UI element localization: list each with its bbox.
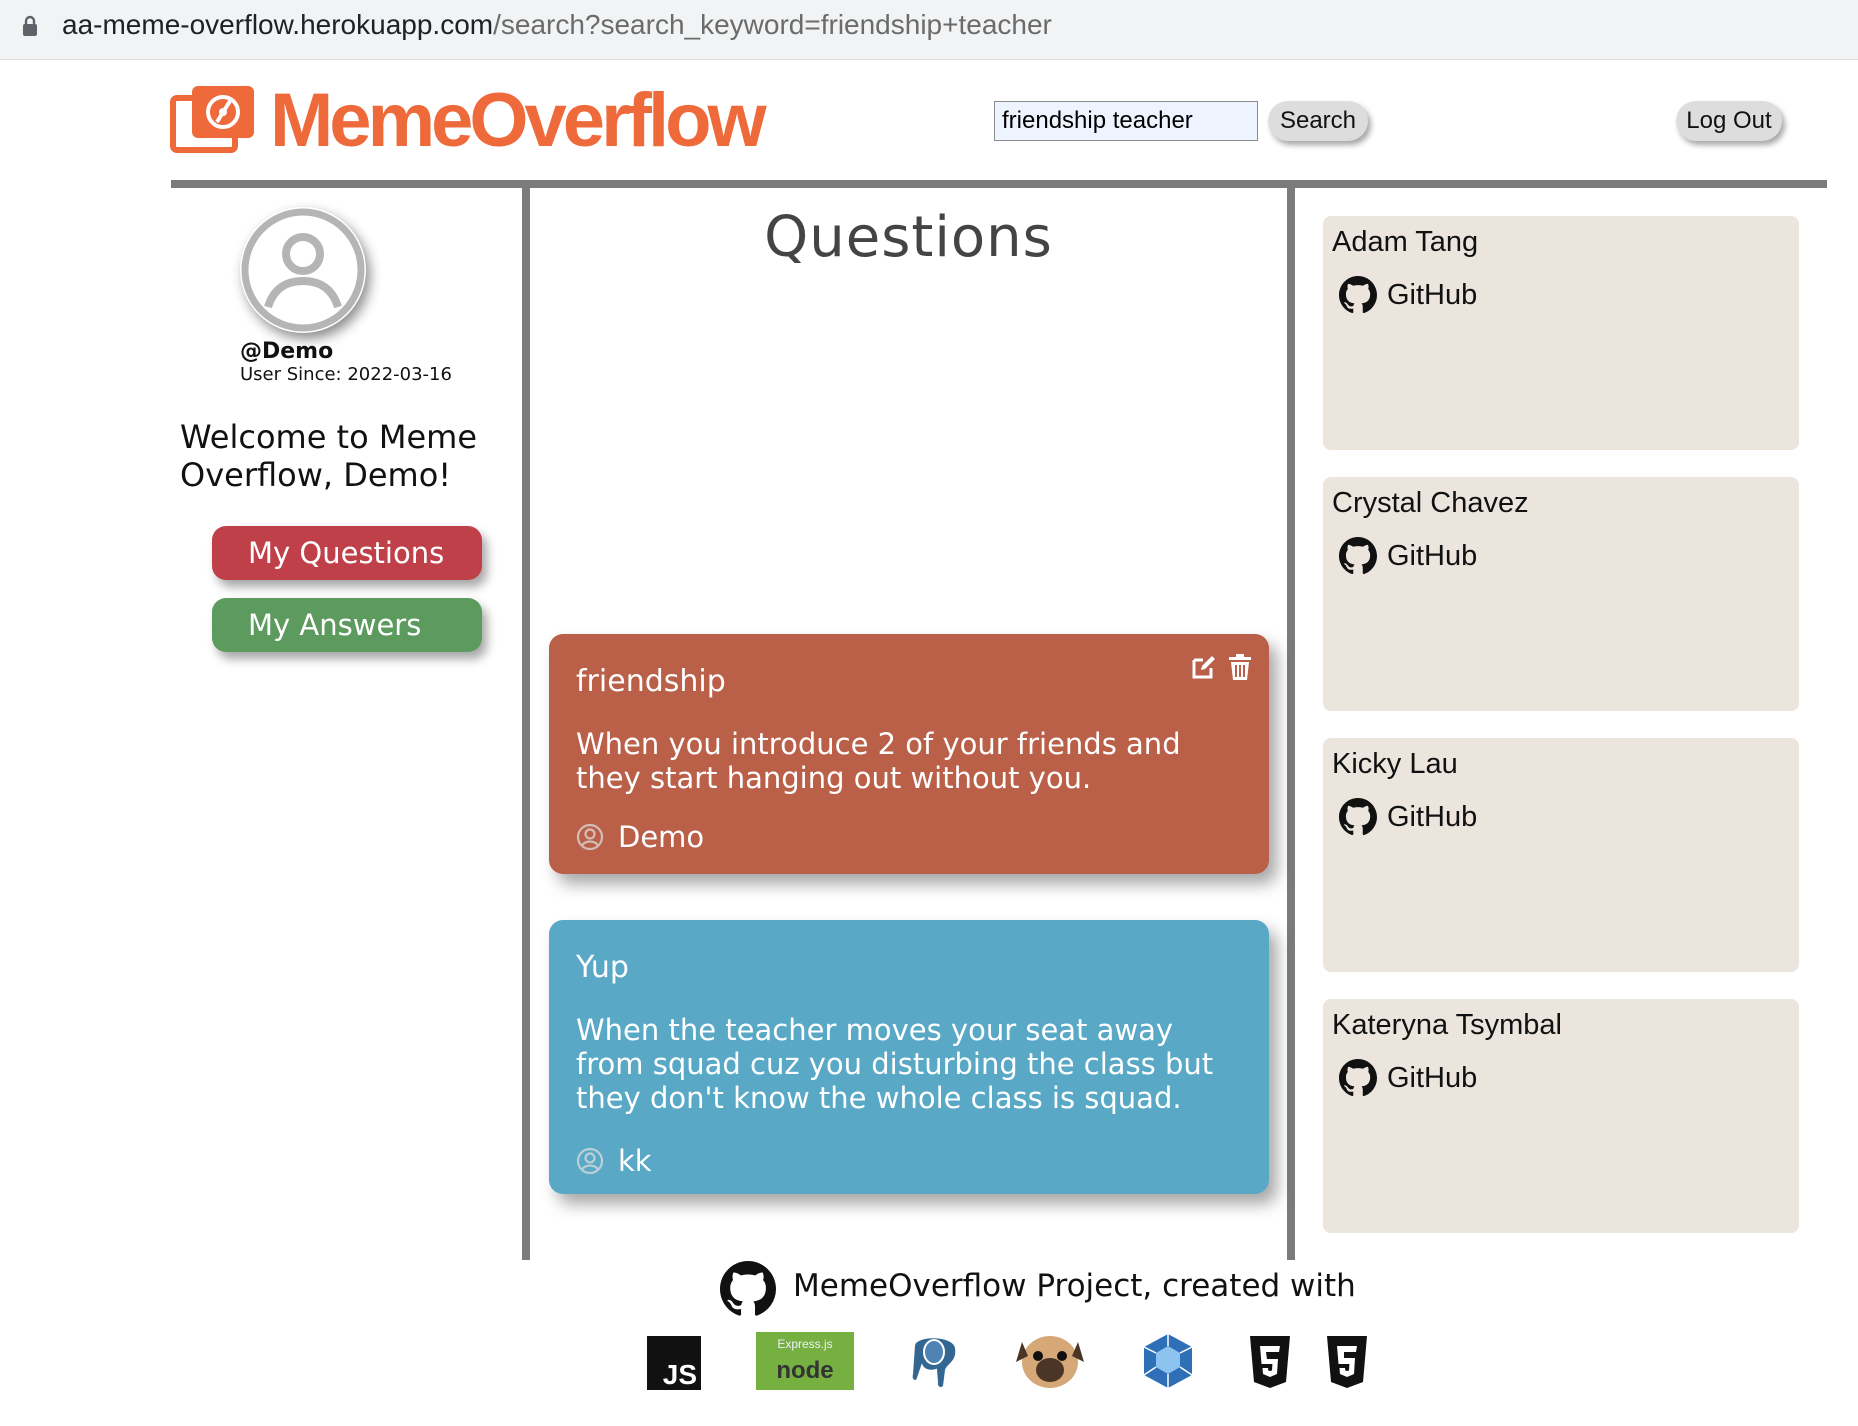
github-link[interactable] — [1339, 798, 1477, 836]
right-column-divider — [1287, 184, 1295, 1260]
url-text[interactable] — [62, 9, 1052, 41]
github-label: GitHub — [1387, 1061, 1478, 1094]
svg-text:Express.js: Express.js — [777, 1337, 833, 1351]
username: @Demo — [240, 339, 334, 364]
github-label: GitHub — [1387, 539, 1478, 572]
edit-icon[interactable] — [1191, 654, 1217, 680]
question-body: When the teacher moves your seat away from squad cuz you disturbing the class but they don't know the whole class is squad. — [576, 1013, 1214, 1115]
my-questions-button[interactable]: My Questions — [212, 526, 482, 580]
developer-card — [1323, 999, 1799, 1233]
developer-name: Crystal Chavez — [1332, 487, 1529, 519]
github-icon — [1339, 1059, 1377, 1097]
welcome-message: Welcome to Meme Overflow, Demo! — [180, 418, 477, 494]
sequelize-icon — [1142, 1332, 1194, 1390]
lock-icon — [22, 14, 38, 38]
github-link[interactable] — [1339, 1059, 1477, 1097]
browser-url-bar[interactable] — [0, 0, 1858, 60]
javascript-icon — [647, 1332, 703, 1390]
developer-card — [1323, 477, 1799, 711]
logout-button[interactable]: Log Out — [1676, 101, 1782, 141]
github-label: GitHub — [1387, 278, 1478, 311]
question-card[interactable] — [549, 920, 1269, 1194]
trash-icon[interactable] — [1227, 654, 1253, 680]
header-divider — [171, 180, 1827, 188]
svg-text:JS: JS — [662, 1359, 697, 1390]
express-node-icon — [756, 1332, 854, 1390]
postgresql-icon — [904, 1332, 964, 1390]
developer-name: Kateryna Tsymbal — [1332, 1009, 1562, 1041]
github-icon — [1339, 537, 1377, 575]
user-avatar-icon — [240, 207, 366, 333]
url-path: /search?search_keyword=friendship+teacher — [493, 9, 1052, 40]
github-icon[interactable] — [720, 1261, 776, 1317]
search-input[interactable] — [994, 101, 1258, 141]
svg-text:node: node — [776, 1357, 834, 1384]
my-answers-button[interactable]: My Answers — [212, 598, 482, 652]
github-label: GitHub — [1387, 800, 1478, 833]
question-author — [576, 1144, 652, 1178]
author-name: Demo — [618, 820, 705, 854]
memeoverflow-logo-text[interactable]: MemeOverflow — [270, 78, 763, 163]
user-since: User Since: 2022-03-16 — [240, 364, 452, 385]
search-button[interactable]: Search — [1268, 101, 1368, 141]
left-column-divider — [522, 184, 530, 1260]
user-circle-icon — [576, 1147, 604, 1175]
memeoverflow-logo-icon[interactable] — [170, 84, 258, 154]
html5-icon — [1248, 1332, 1292, 1390]
author-name: kk — [618, 1144, 652, 1178]
developer-name: Kicky Lau — [1332, 748, 1458, 780]
question-title[interactable]: Yup — [576, 950, 629, 985]
page-title: Questions — [764, 205, 1053, 270]
url-domain: aa-meme-overflow.herokuapp.com — [62, 9, 494, 40]
github-link[interactable] — [1339, 537, 1477, 575]
github-icon — [1339, 798, 1377, 836]
developer-card — [1323, 738, 1799, 972]
question-title[interactable]: friendship — [576, 664, 726, 699]
question-author — [576, 820, 704, 854]
developer-card — [1323, 216, 1799, 450]
question-card[interactable] — [549, 634, 1269, 874]
pug-icon — [1014, 1332, 1086, 1390]
question-body: When you introduce 2 of your friends and they start hanging out without you. — [576, 727, 1181, 795]
css3-icon — [1325, 1332, 1369, 1390]
github-link[interactable] — [1339, 276, 1477, 314]
github-icon — [1339, 276, 1377, 314]
question-actions — [1191, 654, 1253, 680]
footer-text: MemeOverflow Project, created with — [793, 1268, 1356, 1304]
user-circle-icon — [576, 823, 604, 851]
developer-name: Adam Tang — [1332, 226, 1479, 258]
